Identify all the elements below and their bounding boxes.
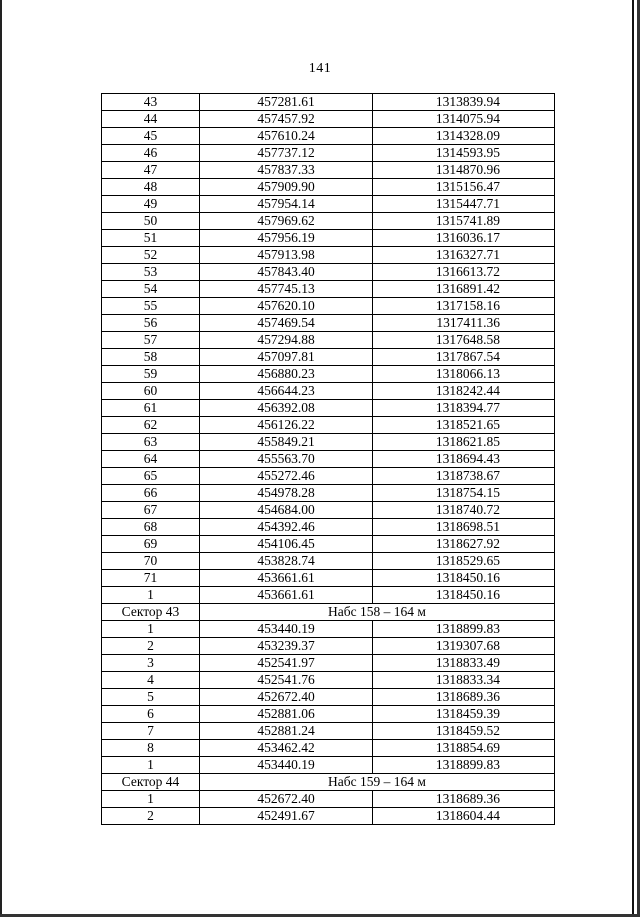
point-number: 8 xyxy=(102,740,200,757)
point-number: 51 xyxy=(102,230,200,247)
y-coordinate: 1318694.43 xyxy=(373,451,555,468)
y-coordinate: 1318450.16 xyxy=(373,570,555,587)
page-number: 141 xyxy=(308,61,332,76)
table-row xyxy=(102,485,555,502)
x-coordinate: 452541.97 xyxy=(200,655,373,672)
x-coordinate: 453661.61 xyxy=(200,587,373,604)
table-row xyxy=(102,145,555,162)
x-coordinate: 453661.61 xyxy=(200,570,373,587)
point-number: 67 xyxy=(102,502,200,519)
x-coordinate: 455272.46 xyxy=(200,468,373,485)
y-coordinate: 1317648.58 xyxy=(373,332,555,349)
table-row xyxy=(102,247,555,264)
table-row xyxy=(102,689,555,706)
table-row xyxy=(102,281,555,298)
point-number: 58 xyxy=(102,349,200,366)
point-number: 52 xyxy=(102,247,200,264)
point-number: 61 xyxy=(102,400,200,417)
point-number: 4 xyxy=(102,672,200,689)
point-number: 3 xyxy=(102,655,200,672)
y-coordinate: 1318738.67 xyxy=(373,468,555,485)
table-row xyxy=(102,740,555,757)
sector-label: Сектор 44 xyxy=(102,774,200,791)
point-number: 49 xyxy=(102,196,200,213)
x-coordinate: 453828.74 xyxy=(200,553,373,570)
table-row xyxy=(102,162,555,179)
point-number: 50 xyxy=(102,213,200,230)
x-coordinate: 457956.19 xyxy=(200,230,373,247)
x-coordinate: 452541.76 xyxy=(200,672,373,689)
point-number: 43 xyxy=(102,94,200,111)
table-row xyxy=(102,128,555,145)
y-coordinate: 1318689.36 xyxy=(373,689,555,706)
scan-edge-left xyxy=(0,0,2,917)
table-row xyxy=(102,179,555,196)
x-coordinate: 457097.81 xyxy=(200,349,373,366)
table-row xyxy=(102,315,555,332)
y-coordinate: 1318899.83 xyxy=(373,621,555,638)
table-row xyxy=(102,417,555,434)
table-row xyxy=(102,536,555,553)
y-coordinate: 1316327.71 xyxy=(373,247,555,264)
x-coordinate: 454106.45 xyxy=(200,536,373,553)
table-row xyxy=(102,366,555,383)
y-coordinate: 1313839.94 xyxy=(373,94,555,111)
table-row xyxy=(102,519,555,536)
table-row xyxy=(102,706,555,723)
point-number: 56 xyxy=(102,315,200,332)
point-number: 63 xyxy=(102,434,200,451)
table-row xyxy=(102,451,555,468)
point-number: 5 xyxy=(102,689,200,706)
x-coordinate: 456126.22 xyxy=(200,417,373,434)
y-coordinate: 1317158.16 xyxy=(373,298,555,315)
coordinates-table xyxy=(101,93,555,825)
x-coordinate: 457913.98 xyxy=(200,247,373,264)
x-coordinate: 454978.28 xyxy=(200,485,373,502)
coordinates-table-body xyxy=(102,94,555,825)
point-number: 57 xyxy=(102,332,200,349)
y-coordinate: 1318627.92 xyxy=(373,536,555,553)
point-number: 65 xyxy=(102,468,200,485)
y-coordinate: 1317411.36 xyxy=(373,315,555,332)
table-row xyxy=(102,400,555,417)
point-number: 1 xyxy=(102,757,200,774)
sector-label: Сектор 43 xyxy=(102,604,200,621)
x-coordinate: 457909.90 xyxy=(200,179,373,196)
x-coordinate: 454684.00 xyxy=(200,502,373,519)
point-number: 53 xyxy=(102,264,200,281)
table-row xyxy=(102,570,555,587)
scan-edge-right xyxy=(632,0,634,917)
y-coordinate: 1316891.42 xyxy=(373,281,555,298)
table-row xyxy=(102,672,555,689)
y-coordinate: 1319307.68 xyxy=(373,638,555,655)
table-row xyxy=(102,638,555,655)
y-coordinate: 1317867.54 xyxy=(373,349,555,366)
table-row xyxy=(102,655,555,672)
point-number: 1 xyxy=(102,587,200,604)
point-number: 1 xyxy=(102,791,200,808)
x-coordinate: 456392.08 xyxy=(200,400,373,417)
y-coordinate: 1318698.51 xyxy=(373,519,555,536)
table-row xyxy=(102,332,555,349)
y-coordinate: 1318754.15 xyxy=(373,485,555,502)
x-coordinate: 455849.21 xyxy=(200,434,373,451)
table-row xyxy=(102,434,555,451)
y-coordinate: 1315156.47 xyxy=(373,179,555,196)
table-row xyxy=(102,723,555,740)
y-coordinate: 1318242.44 xyxy=(373,383,555,400)
point-number: 6 xyxy=(102,706,200,723)
y-coordinate: 1314328.09 xyxy=(373,128,555,145)
sector-header-row xyxy=(102,604,555,621)
table-row xyxy=(102,808,555,825)
point-number: 48 xyxy=(102,179,200,196)
x-coordinate: 456880.23 xyxy=(200,366,373,383)
x-coordinate: 457294.88 xyxy=(200,332,373,349)
x-coordinate: 457469.54 xyxy=(200,315,373,332)
y-coordinate: 1318833.49 xyxy=(373,655,555,672)
y-coordinate: 1318740.72 xyxy=(373,502,555,519)
x-coordinate: 454392.46 xyxy=(200,519,373,536)
point-number: 69 xyxy=(102,536,200,553)
table-row xyxy=(102,587,555,604)
y-coordinate: 1318833.34 xyxy=(373,672,555,689)
x-coordinate: 457457.92 xyxy=(200,111,373,128)
y-coordinate: 1318529.65 xyxy=(373,553,555,570)
x-coordinate: 457843.40 xyxy=(200,264,373,281)
table-row xyxy=(102,111,555,128)
y-coordinate: 1318604.44 xyxy=(373,808,555,825)
point-number: 46 xyxy=(102,145,200,162)
point-number: 1 xyxy=(102,621,200,638)
point-number: 45 xyxy=(102,128,200,145)
x-coordinate: 453440.19 xyxy=(200,757,373,774)
x-coordinate: 452672.40 xyxy=(200,689,373,706)
point-number: 60 xyxy=(102,383,200,400)
x-coordinate: 452672.40 xyxy=(200,791,373,808)
x-coordinate: 452491.67 xyxy=(200,808,373,825)
x-coordinate: 457610.24 xyxy=(200,128,373,145)
x-coordinate: 457620.10 xyxy=(200,298,373,315)
y-coordinate: 1318521.65 xyxy=(373,417,555,434)
point-number: 47 xyxy=(102,162,200,179)
x-coordinate: 453239.37 xyxy=(200,638,373,655)
sector-header-row xyxy=(102,774,555,791)
x-coordinate: 457837.33 xyxy=(200,162,373,179)
y-coordinate: 1318459.39 xyxy=(373,706,555,723)
x-coordinate: 453462.42 xyxy=(200,740,373,757)
sector-height-range: Набс 158 – 164 м xyxy=(200,604,555,621)
table-row xyxy=(102,196,555,213)
point-number: 44 xyxy=(102,111,200,128)
x-coordinate: 457737.12 xyxy=(200,145,373,162)
table-row xyxy=(102,298,555,315)
y-coordinate: 1318689.36 xyxy=(373,791,555,808)
y-coordinate: 1314870.96 xyxy=(373,162,555,179)
x-coordinate: 452881.24 xyxy=(200,723,373,740)
x-coordinate: 457745.13 xyxy=(200,281,373,298)
table-row xyxy=(102,230,555,247)
point-number: 66 xyxy=(102,485,200,502)
x-coordinate: 457954.14 xyxy=(200,196,373,213)
table-row xyxy=(102,468,555,485)
table-row xyxy=(102,213,555,230)
point-number: 59 xyxy=(102,366,200,383)
y-coordinate: 1318066.13 xyxy=(373,366,555,383)
y-coordinate: 1318899.83 xyxy=(373,757,555,774)
point-number: 70 xyxy=(102,553,200,570)
x-coordinate: 452881.06 xyxy=(200,706,373,723)
y-coordinate: 1314593.95 xyxy=(373,145,555,162)
point-number: 2 xyxy=(102,808,200,825)
point-number: 55 xyxy=(102,298,200,315)
y-coordinate: 1316036.17 xyxy=(373,230,555,247)
y-coordinate: 1316613.72 xyxy=(373,264,555,281)
x-coordinate: 457281.61 xyxy=(200,94,373,111)
table-row xyxy=(102,94,555,111)
y-coordinate: 1315447.71 xyxy=(373,196,555,213)
x-coordinate: 457969.62 xyxy=(200,213,373,230)
y-coordinate: 1318459.52 xyxy=(373,723,555,740)
point-number: 54 xyxy=(102,281,200,298)
point-number: 68 xyxy=(102,519,200,536)
table-row xyxy=(102,757,555,774)
sector-height-range: Набс 159 – 164 м xyxy=(200,774,555,791)
point-number: 62 xyxy=(102,417,200,434)
table-row xyxy=(102,502,555,519)
table-row xyxy=(102,553,555,570)
y-coordinate: 1318621.85 xyxy=(373,434,555,451)
y-coordinate: 1315741.89 xyxy=(373,213,555,230)
table-row xyxy=(102,349,555,366)
table-row xyxy=(102,621,555,638)
table-row xyxy=(102,791,555,808)
point-number: 64 xyxy=(102,451,200,468)
point-number: 71 xyxy=(102,570,200,587)
x-coordinate: 455563.70 xyxy=(200,451,373,468)
y-coordinate: 1318450.16 xyxy=(373,587,555,604)
point-number: 7 xyxy=(102,723,200,740)
y-coordinate: 1318854.69 xyxy=(373,740,555,757)
table-row xyxy=(102,264,555,281)
x-coordinate: 456644.23 xyxy=(200,383,373,400)
y-coordinate: 1314075.94 xyxy=(373,111,555,128)
point-number: 2 xyxy=(102,638,200,655)
x-coordinate: 453440.19 xyxy=(200,621,373,638)
y-coordinate: 1318394.77 xyxy=(373,400,555,417)
table-row xyxy=(102,383,555,400)
